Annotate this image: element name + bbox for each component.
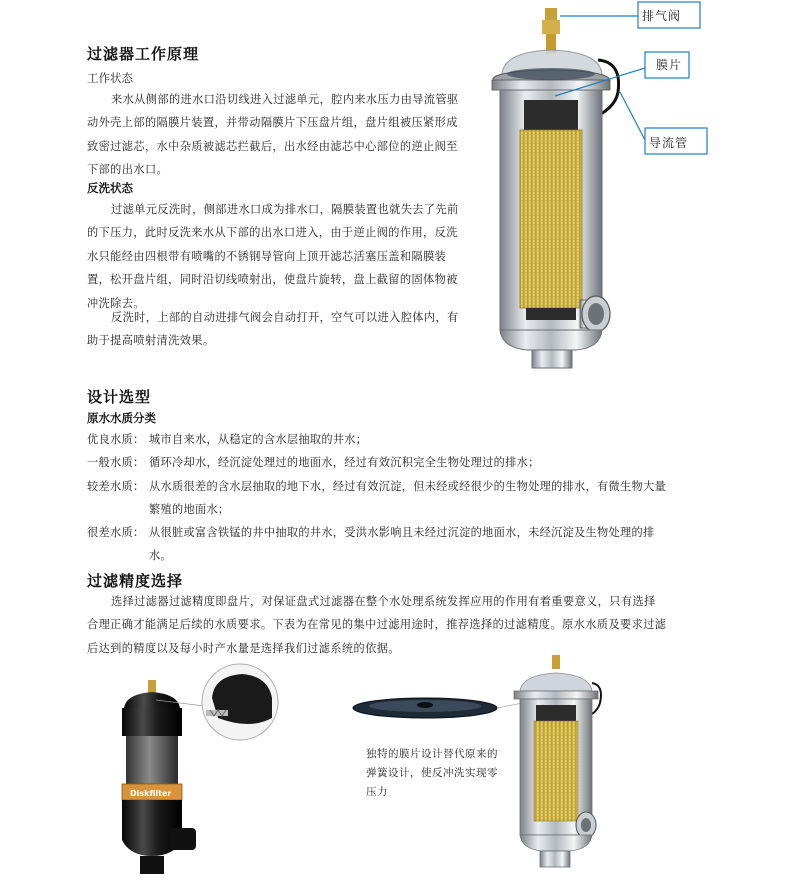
callout-guide-tube: 导流管 — [649, 136, 689, 150]
precision-title: 过滤精度选择 — [87, 572, 184, 590]
precision-text: 选择过滤器过滤精度即盘片，对保证盘式过滤器在整个水处理系统发挥应用的作用有着重要意义，只有选择合理正确才能满足后续的水质要求。下表为在常见的集中过滤用途时，推荐选择的过滤精度。原水水质及要求过滤后达到的精度以及每小时产水量是选择我们过滤系统的依据。 — [87, 595, 667, 655]
backwash-state-text: 过滤单元反洗时，侧部进水口成为排水口，隔膜装置也就失去了先前的下压力，此时反洗来水从下部的出水口进入，由于逆止阀的作用，反洗水只能经由四根带有喷嘴的不锈钢导管向上顶开滤芯活塞压盖和隔膜装置，松开盘片组，同时沿切线喷射出，使盘片旋转，盘上截留的固体物被冲洗除去。 — [87, 203, 459, 310]
working-state-label: 工作状态 — [87, 71, 133, 85]
selection-title: 设计选型 — [87, 388, 152, 406]
quality-label: 较差水质： — [87, 479, 145, 493]
water-quality-list — [87, 428, 672, 568]
callout-vent-valve: 排气阀 — [642, 9, 682, 23]
quality-label: 很差水质： — [87, 526, 145, 540]
quality-label: 优良水质： — [87, 433, 145, 446]
quality-label: 一般水质： — [87, 456, 145, 470]
list-item — [87, 451, 672, 474]
list-item — [87, 475, 672, 522]
backwash-state-label: 反洗状态 — [87, 181, 133, 195]
diaphragm-icon — [507, 68, 595, 80]
quality-text: 从很脏或富含铁锰的井中抽取的井水，受洪水影响且未经过沉淀的地面水，未经沉淀及生物处理的排水。 — [149, 526, 655, 563]
working-state-text: 来水从侧部的进水口沿切线进入过滤单元，腔内来水压力由导流管驱动外壳上部的隔膜片装置，并带动隔膜片下压盘片组，盘片组被压紧形成致密过滤芯，水中杂质被滤芯拦截后，出水经由滤芯中心部位的逆止阀至下部的出水口。 — [87, 93, 459, 177]
quality-text: 从水质很差的含水层抽取的地下水，经过有效沉淀，但未经或经很少的生物处理的排水，有微生物大量繁殖的地面水； — [149, 479, 666, 516]
backwash-note-text: 反洗时，上部的自动进排气阀会自动打开，空气可以进入腔体内，有助于提高喷射清洗效果。 — [87, 311, 459, 348]
disc-stack-icon — [520, 130, 582, 308]
principle-title: 过滤器工作原理 — [87, 45, 200, 63]
brand-label: Diskfilter — [130, 789, 172, 798]
callout-diaphragm: 膜片 — [656, 58, 683, 72]
list-item — [87, 521, 672, 568]
diskfilter-product-illustration — [100, 660, 280, 880]
quality-text: 循环冷却水，经沉淀处理过的地面水，经过有效沉积完全生物处理过的排水； — [149, 456, 540, 470]
selection-subtitle: 原水水质分类 — [87, 411, 156, 425]
quality-text: 城市自来水，从稳定的含水层抽取的井水； — [149, 433, 368, 446]
list-item — [87, 428, 672, 451]
valve-icon — [148, 680, 156, 694]
vent-valve-icon — [545, 8, 557, 20]
filter-cutaway-small-illustration — [500, 655, 620, 877]
diaphragm-caption: 独特的膜片设计替代原来的弹簧设计，使反冲洗实现零压力 — [366, 748, 498, 798]
filter-cutaway-illustration — [480, 0, 793, 380]
